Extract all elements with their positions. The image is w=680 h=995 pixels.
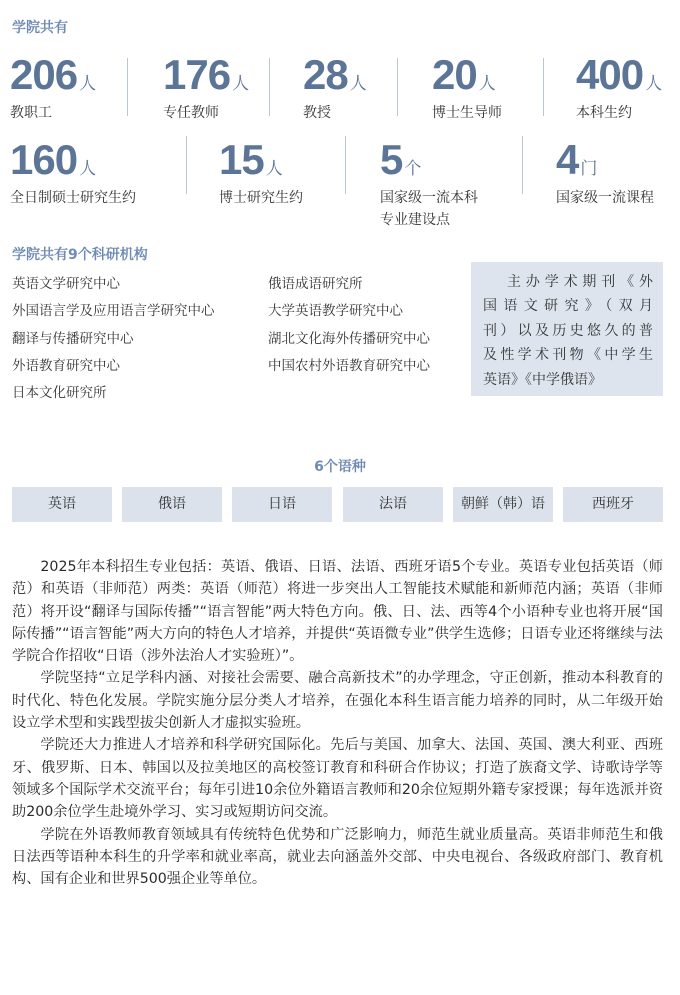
research-item: 外国语言学及应用语言学研究中心 bbox=[12, 303, 215, 320]
stat-unit: 人 bbox=[265, 159, 283, 179]
stat-doctoral-supervisors bbox=[432, 51, 502, 124]
language-spanish: 西班牙 bbox=[563, 487, 663, 522]
stat-number: 20 bbox=[432, 51, 477, 98]
stat-label: 本科生约 bbox=[576, 105, 632, 121]
divider bbox=[543, 58, 544, 116]
paragraph-international: 学院还大力推进人才培养和科学研究国际化。先后与美国、加拿大、法国、英国、澳大利亚、西班牙、俄罗斯、日本、韩国以及拉美地区的高校签订教育和科研合作协议；打造了族裔文学、诗歌诗学等领域多个国际学术交流平台；每年引进10余位外籍语言教师和20余位短期外籍专家授课；每年选派并资助200余位学生赴境外学习、实习或短期访问交流。 bbox=[12, 737, 663, 821]
stat-label: 教授 bbox=[303, 105, 331, 121]
stat-unit: 人 bbox=[478, 74, 496, 94]
stat-number: 176 bbox=[163, 51, 231, 98]
stat-number: 4 bbox=[556, 136, 579, 183]
research-item: 中国农村外语教育研究中心 bbox=[268, 357, 430, 374]
stat-number: 28 bbox=[303, 51, 348, 98]
stat-fulltime-teachers bbox=[163, 51, 250, 124]
section-title-languages: 6个语种 bbox=[314, 459, 366, 475]
research-item: 大学英语教学研究中心 bbox=[268, 303, 403, 320]
stat-staff bbox=[10, 51, 97, 124]
paragraph-philosophy: 学院坚持“立足学科内涵、对接社会需要、融合高新技术”的办学理念，守正创新，推动本科教育的时代化、特色化发展。学院实施分层分类人才培养，在强化本科生语言能力培养的同时，从二年级开始设立学术型和实践型拔尖创新人才虚拟实验班。 bbox=[12, 670, 663, 732]
journal-panel bbox=[471, 262, 663, 396]
stat-national-courses bbox=[556, 136, 654, 209]
language-korean: 朝鲜（韩）语 bbox=[453, 487, 553, 522]
language-japanese: 日语 bbox=[232, 487, 332, 522]
stat-label-line2: 专业建设点 bbox=[380, 212, 450, 228]
stat-label: 博士研究生约 bbox=[219, 190, 303, 206]
stat-label-line1: 国家级一流本科 bbox=[380, 190, 478, 206]
stat-undergraduates bbox=[576, 51, 663, 124]
stat-masters bbox=[10, 136, 136, 209]
stat-unit: 个 bbox=[404, 159, 422, 179]
stat-label: 全日制硕士研究生约 bbox=[10, 190, 136, 206]
journal-line: 国语文研究》（双月 bbox=[483, 298, 653, 315]
journal-line: 英语》《中学俄语》 bbox=[483, 371, 602, 388]
journal-line: 及性学术刊物《中学生 bbox=[483, 347, 653, 364]
section-title-stats: 学院共有 bbox=[12, 20, 68, 36]
divider bbox=[522, 136, 523, 194]
research-list-col1 bbox=[12, 271, 215, 407]
stat-unit: 门 bbox=[580, 159, 598, 179]
stat-label: 国家级一流课程 bbox=[556, 190, 654, 206]
stat-unit: 人 bbox=[79, 74, 97, 94]
stat-number: 15 bbox=[219, 136, 264, 183]
paragraph-admissions: 2025年本科招生专业包括：英语、俄语、日语、法语、西班牙语5个专业。英语专业包括英语（师范）和英语（非师范）两类：英语（师范）将进一步突出人工智能技术赋能和新师范内涵；英语（非师范）将开设“翻译与国际传播”“语言智能”两大特色方向。俄、日、法、西等4个小语种专业也将开展“国际传播”“语言智能”两大方向的特色人才培养，并提供“英语微专业”供学生选修；日语专业还将继续与法学院合作招收“日语（涉外法治人才实验班）”。 bbox=[12, 559, 663, 665]
stat-label: 专任教师 bbox=[163, 105, 219, 121]
language-russian: 俄语 bbox=[122, 487, 222, 522]
stat-national-majors bbox=[380, 136, 478, 231]
research-item: 翻译与传播研究中心 bbox=[12, 330, 134, 347]
journal-line: 主办学术期刊《外 bbox=[507, 274, 653, 290]
stat-number: 400 bbox=[576, 51, 644, 98]
body-text bbox=[12, 556, 663, 890]
stat-phd-students bbox=[219, 136, 303, 209]
stat-number: 160 bbox=[10, 136, 78, 183]
stat-unit: 人 bbox=[232, 74, 250, 94]
research-list-col2 bbox=[268, 271, 430, 380]
research-item: 英语文学研究中心 bbox=[12, 276, 120, 292]
research-item: 俄语成语研究所 bbox=[268, 276, 363, 292]
stat-unit: 人 bbox=[349, 74, 367, 94]
divider bbox=[127, 58, 128, 116]
language-french: 法语 bbox=[343, 487, 443, 522]
research-item: 日本文化研究所 bbox=[12, 385, 107, 402]
divider bbox=[186, 136, 187, 194]
research-item: 湖北文化海外传播研究中心 bbox=[268, 330, 430, 347]
divider bbox=[269, 58, 270, 116]
stat-label: 博士生导师 bbox=[432, 105, 502, 121]
divider bbox=[345, 136, 346, 194]
paragraph-employment: 学院在外语教师教育领域具有传统特色优势和广泛影响力，师范生就业质量高。英语非师范生和俄日法西等语种本科生的升学率和就业率高，就业去向涵盖外交部、中央电视台、各级政府部门、教育机构、国有企业和世界500强企业等单位。 bbox=[12, 826, 663, 888]
stat-unit: 人 bbox=[645, 74, 663, 94]
journal-line: 刊）以及历史悠久的普 bbox=[483, 322, 653, 339]
stat-unit: 人 bbox=[79, 159, 97, 179]
divider bbox=[397, 58, 398, 116]
language-english: 英语 bbox=[12, 487, 112, 522]
stat-number: 206 bbox=[10, 51, 78, 98]
section-title-research: 学院共有9个科研机构 bbox=[12, 247, 148, 263]
stat-label: 教职工 bbox=[10, 105, 52, 121]
research-item: 外语教育研究中心 bbox=[12, 357, 120, 374]
stat-number: 5 bbox=[380, 136, 403, 183]
stat-professors bbox=[303, 51, 367, 124]
